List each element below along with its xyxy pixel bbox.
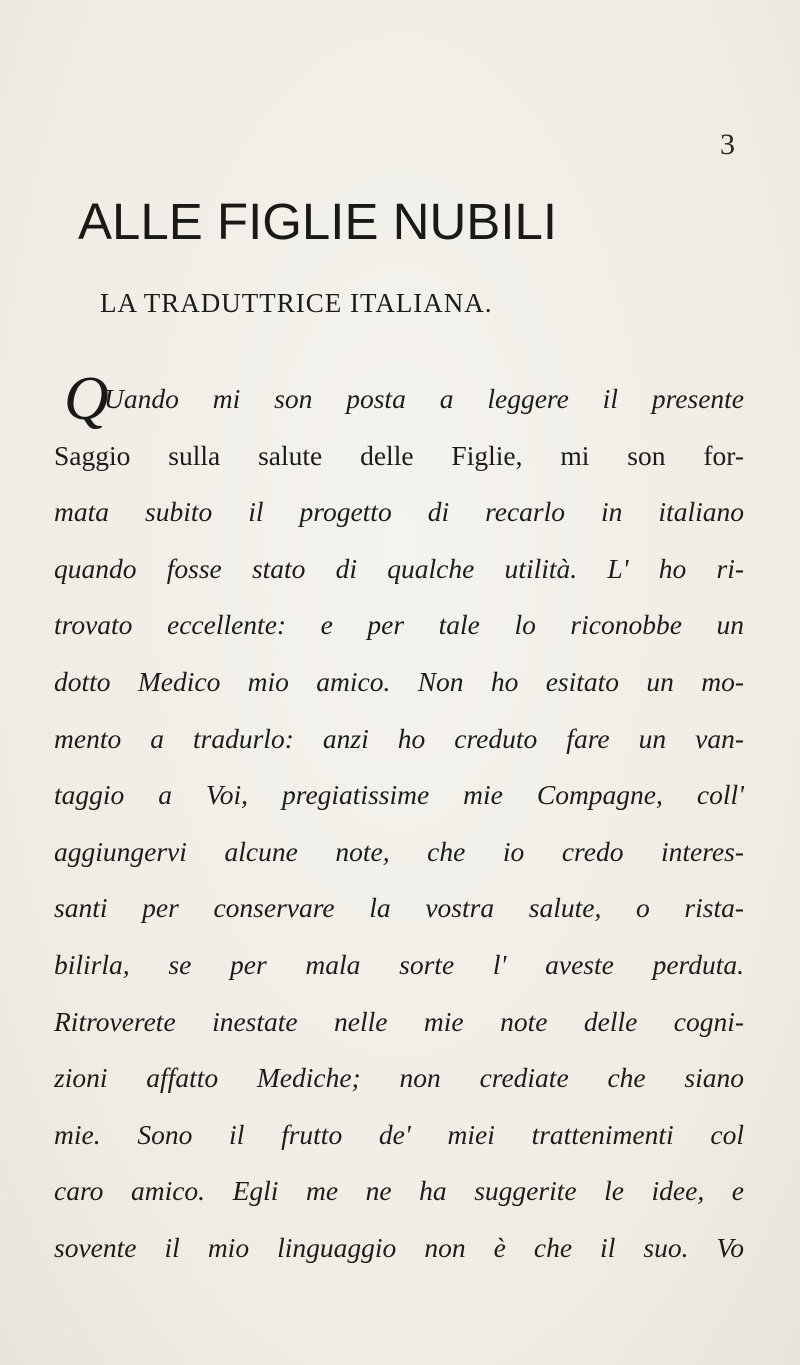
page-number: 3 bbox=[720, 128, 735, 161]
text-line-11: bilirla, se per mala sorte l' aveste perduta. bbox=[54, 948, 744, 980]
text-line-5: trovato eccellente: e per tale lo riconobbe un bbox=[54, 609, 744, 641]
text-line-8: taggio a Voi, pregiatissime mie Compagne, coll' bbox=[54, 779, 744, 811]
text-line-2: Saggio sulla salute delle Figlie, mi son for- bbox=[54, 439, 744, 471]
text-line-9: aggiungervi alcune note, che io credo interes- bbox=[54, 835, 744, 867]
text-line-4: quando fosse stato di qualche utilità. L' ho ri- bbox=[54, 552, 744, 584]
body-paragraph bbox=[54, 371, 744, 1277]
text-line-10: santi per conservare la vostra salute, o rista- bbox=[54, 892, 744, 924]
text-line-6: dotto Medico mio amico. Non ho esitato un mo- bbox=[54, 665, 744, 697]
text-line-7: mento a tradurlo: anzi ho creduto fare un van- bbox=[54, 722, 744, 754]
drop-cap-letter: Q bbox=[64, 365, 109, 433]
text-line-1: Uando mi son posta a leggere il presente bbox=[104, 383, 744, 414]
text-line-13: zioni affatto Mediche; non crediate che siano bbox=[54, 1062, 744, 1094]
text-line-3: mata subito il progetto di recarlo in italiano bbox=[54, 496, 744, 528]
text-line-14: mie. Sono il frutto de' miei trattenimenti col bbox=[54, 1118, 744, 1150]
page-title: ALLE FIGLIE NUBILI bbox=[78, 193, 558, 250]
text-line-16: sovente il mio linguaggio non è che il suo. Vo bbox=[54, 1231, 744, 1263]
text-line-12: Ritroverete inestate nelle mie note delle cogni- bbox=[54, 1005, 744, 1037]
page-subtitle: LA TRADUTTRICE ITALIANA. bbox=[100, 288, 493, 318]
text-line-15: caro amico. Egli me ne ha suggerite le idee, e bbox=[54, 1175, 744, 1207]
